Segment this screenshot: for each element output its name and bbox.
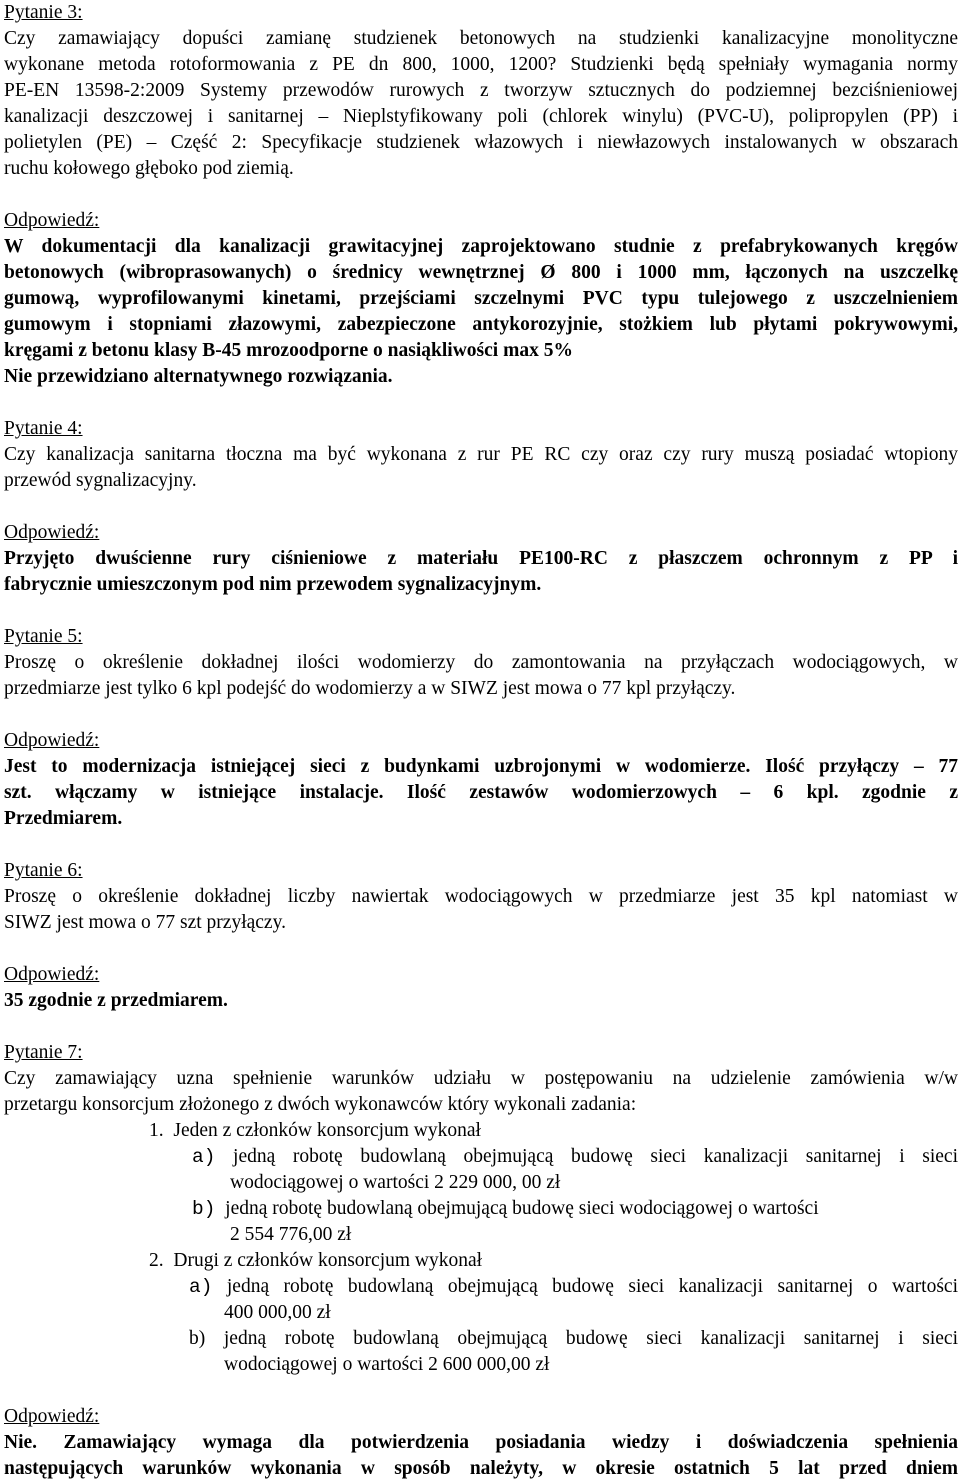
- answer-label: Odpowiedź:: [4, 730, 100, 751]
- text-line: ruchu kołowego głęboko pod ziemią.: [4, 158, 294, 179]
- text-line: Czy zamawiający dopuści zamianę studzienek betonowych na studzienki kanalizacyjne monolityczne: [4, 28, 958, 49]
- question-text: [4, 650, 958, 702]
- list-item: 1. Jeden z członków konsorcjum wykonał: [149, 1120, 481, 1141]
- text-line: wykonane metoda rotoformowania z PE dn 800, 1000, 1200? Studzienki będą spełniały wymagania normy: [4, 54, 958, 75]
- text-line: Przyjęto dwuścienne rury ciśnieniowe z materiału PE100-RC z płaszczem ochronnym z PP i: [4, 548, 958, 569]
- list-subitem: [4, 1196, 958, 1222]
- list-marker: a): [192, 1146, 216, 1168]
- text-line: przewód sygnalizacyjny.: [4, 470, 197, 491]
- text-line: przedmiarze jest tylko 6 kpl podejść do wodomierzy a w SIWZ jest mowa o 77 kpl przyłączy.: [4, 678, 736, 699]
- answer-label: Odpowiedź:: [4, 1406, 100, 1427]
- list-marker: a): [189, 1276, 213, 1298]
- text-line: Przedmiarem.: [4, 808, 123, 829]
- text-line: przetargu konsorcjum złożonego z dwóch wykonawców który wykonali zadania:: [4, 1094, 637, 1115]
- answer-text: [4, 1430, 958, 1482]
- list-subitem-text: jedną robotę budowlaną obejmującą budowę sieci kanalizacji sanitarnej i sieci: [233, 1146, 958, 1167]
- list-subitem: [4, 1274, 958, 1300]
- question-label: Pytanie 5:: [4, 626, 83, 647]
- question-label: Pytanie 3:: [4, 2, 83, 23]
- question-4: [4, 416, 958, 598]
- question-text: [4, 442, 958, 494]
- list-subitem-cont: wodociągowej o wartości 2 600 000,00 zł: [224, 1354, 550, 1375]
- text-line: Czy zamawiający uzna spełnienie warunków udziału w postępowaniu na udzielenie zamówienia w/w: [4, 1068, 958, 1089]
- list-item: 2. Drugi z członków konsorcjum wykonał: [149, 1250, 483, 1271]
- text-line: Proszę o określenie dokładnej ilości wodomierzy do zamontowania na przyłączach wodociągowych, w: [4, 652, 958, 673]
- text-line: gumową, wyprofilowanymi kinetami, przejściami szczelnymi PVC typu tulejowego z uszczelnieniem: [4, 288, 958, 309]
- text-line: kanalizacji deszczowej i sanitarnej – Nieplstyfikowany poli (chlorek winylu) (PVC-U), polipropylen (PP) i: [4, 106, 958, 127]
- question-7: [4, 1040, 958, 1482]
- text-line: betonowych (wibroprasowanych) o średnicy wewnętrznej Ø 800 i 1000 mm, łączonych na uszczelkę: [4, 262, 958, 283]
- question-3: [4, 0, 958, 390]
- text-line: szt. włączamy w istniejące instalacje. Ilość zestawów wodomierzowych – 6 kpl. zgodnie z: [4, 782, 958, 803]
- question-text: [4, 1066, 958, 1118]
- document-page: [4, 0, 958, 1482]
- answer-text: [4, 988, 958, 1014]
- text-line: kręgami z betonu klasy B-45 mrozoodporne o nasiąkliwości max 5%: [4, 340, 573, 361]
- list-subitem: [4, 1144, 958, 1170]
- question-label: Pytanie 7:: [4, 1042, 83, 1063]
- text-line: SIWZ jest mowa o 77 szt przyłączy.: [4, 912, 286, 933]
- text-line: Proszę o określenie dokładnej liczby nawiertak wodociągowych w przedmiarze jest 35 kpl natomiast w: [4, 886, 958, 907]
- answer-label: Odpowiedź:: [4, 964, 100, 985]
- question-label: Pytanie 4:: [4, 418, 83, 439]
- list-subitem-text: jedną robotę budowlaną obejmującą budowę sieci wodociągowej o wartości: [225, 1198, 819, 1219]
- answer-label: Odpowiedź:: [4, 522, 100, 543]
- answer-label: Odpowiedź:: [4, 210, 100, 231]
- question-label: Pytanie 6:: [4, 860, 83, 881]
- text-line: polietylen (PE) – Część 2: Specyfikacje studzienek włazowych i niewłazowych instalowanych w obszarach: [4, 132, 958, 153]
- list-marker: b): [192, 1198, 216, 1220]
- question-text: [4, 26, 958, 182]
- question-5: [4, 624, 958, 832]
- text-line: Czy kanalizacja sanitarna tłoczna ma być wykonana z rur PE RC czy oraz czy rury muszą posiadać wtopiony: [4, 444, 958, 465]
- text-line: gumowym i stopniami złazowymi, zabezpieczone antykorozyjnie, stożkiem lub płytami pokrywowymi,: [4, 314, 958, 335]
- text-line: fabrycznie umieszczonym pod nim przewodem sygnalizacyjnym.: [4, 574, 542, 595]
- list-subitem: b) jedną robotę budowlaną obejmującą budowę sieci kanalizacji sanitarnej i sieci: [189, 1328, 958, 1349]
- answer-text: [4, 754, 958, 832]
- question-text: [4, 884, 958, 936]
- text-line: Nie przewidziano alternatywnego rozwiązania.: [4, 366, 393, 387]
- text-line: Jest to modernizacja istniejącej sieci z budynkami uzbrojonymi w wodomierze. Ilość przyłączy – 77: [4, 756, 958, 777]
- list-subitem-cont: wodociągowej o wartości 2 229 000, 00 zł: [230, 1172, 561, 1193]
- text-line: Nie. Zamawiający wymaga dla potwierdzenia posiadania wiedzy i doświadczenia spełnienia: [4, 1432, 958, 1453]
- text-line: PE-EN 13598-2:2009 Systemy przewodów rurowych z tworzyw sztucznych do podziemnej bezciśnieniowej: [4, 80, 958, 101]
- list-subitem-cont: 400 000,00 zł: [224, 1302, 331, 1323]
- list-subitem-text: jedną robotę budowlaną obejmującą budowę sieci kanalizacji sanitarnej o wartości: [226, 1276, 959, 1297]
- question-list: [4, 1118, 958, 1378]
- answer-text: [4, 234, 958, 390]
- question-6: [4, 858, 958, 1014]
- text-line: W dokumentacji dla kanalizacji grawitacyjnej zaprojektowano studnie z prefabrykowanych kręgów: [4, 236, 958, 257]
- text-line: 35 zgodnie z przedmiarem.: [4, 990, 228, 1011]
- list-subitem-cont: 2 554 776,00 zł: [230, 1224, 352, 1245]
- text-line: następujących warunków wykonania w sposób należyty, w okresie ostatnich 5 lat przed dniem: [4, 1458, 958, 1479]
- answer-text: [4, 546, 958, 598]
